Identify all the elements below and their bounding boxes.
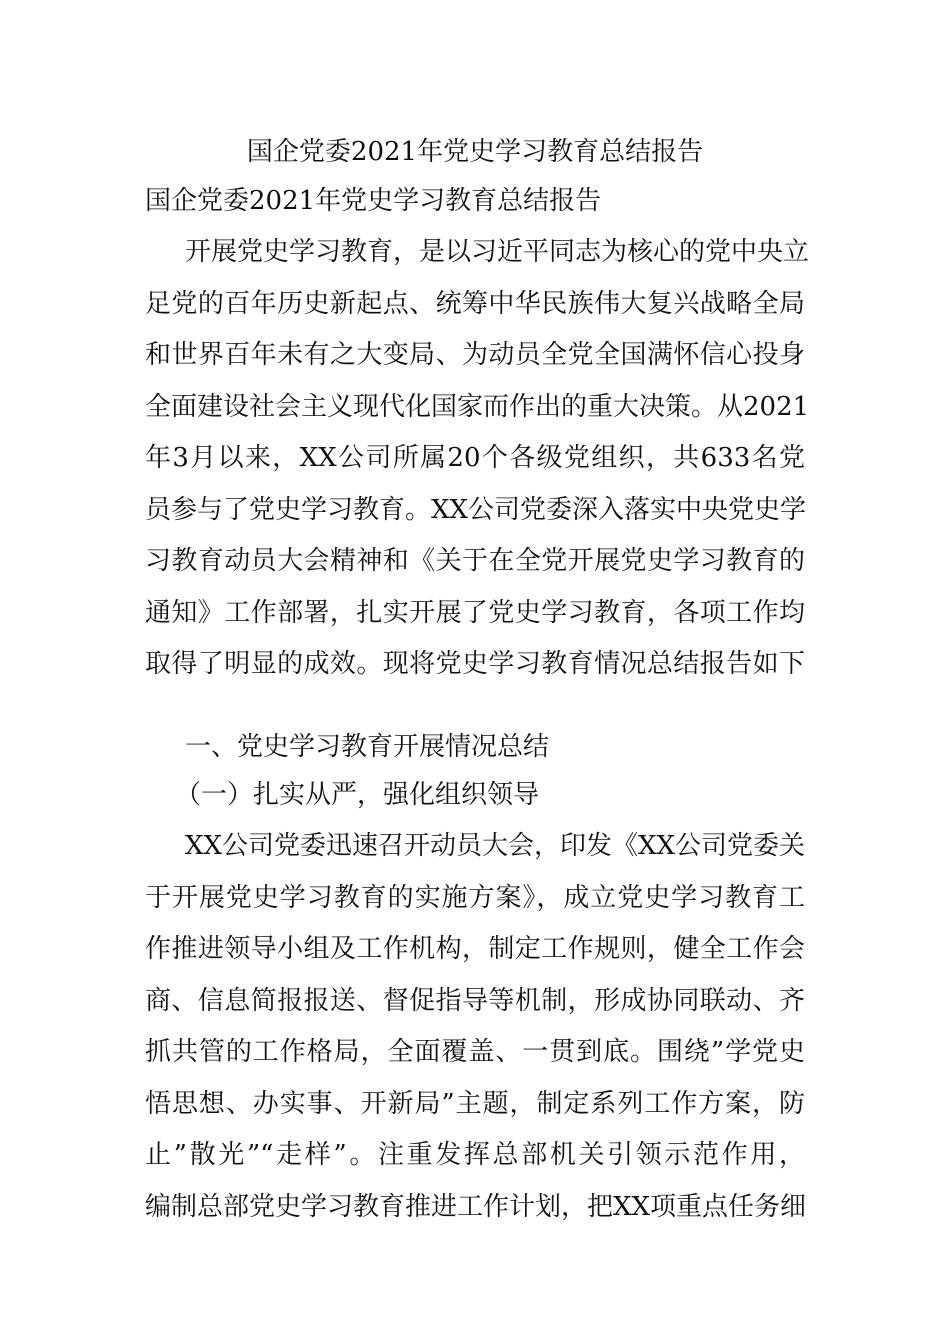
paragraph-line: 止”散光”“走样”。注重发挥总部机关引领示范作用， xyxy=(145,1140,805,1170)
section-paragraph xyxy=(145,821,805,1233)
paragraph-line: 抓共管的工作格局，全面覆盖、一贯到底。围绕”学党史 xyxy=(145,1037,805,1067)
paragraph-line: 全面建设社会主义现代化国家而作出的重大决策。从2021 xyxy=(145,391,810,422)
paragraph-line: 作推进领导小组及工作机构，制定工作规则，健全工作会 xyxy=(145,934,805,964)
intro-paragraph xyxy=(145,227,810,691)
paragraph-line: XX公司党委迅速召开动员大会，印发《XX公司党委关 xyxy=(185,831,806,861)
document-subtitle: 国企党委2021年党史学习教育总结报告 xyxy=(145,186,602,216)
document-title: 国企党委2021年党史学习教育总结报告 xyxy=(246,137,704,167)
paragraph-line: 通知》工作部署，扎实开展了党史学习教育，各项工作均 xyxy=(145,597,805,628)
paragraph-line: 员参与了党史学习教育。XX公司党委深入落实中央党史学 xyxy=(145,494,807,525)
section-heading: 一、党史学习教育开展情况总结 xyxy=(185,732,550,762)
paragraph-line: 年3月以来，XX公司所属20个各级党组织，共633名党 xyxy=(145,443,805,473)
paragraph-line: 和世界百年未有之大变局、为动员全党全国满怀信心投身 xyxy=(145,340,805,370)
subsection-heading: （一）扎实从严，强化组织领导 xyxy=(175,780,540,810)
paragraph-line: 商、信息简报报送、督促指导等机制，形成协同联动、齐 xyxy=(145,985,805,1016)
paragraph-line: 足党的百年历史新起点、统筹中华民族伟大复兴战略全局 xyxy=(145,288,805,319)
paragraph-line: 编制总部党史学习教育推进工作计划，把XX项重点任务细 xyxy=(145,1191,807,1222)
paragraph-line: 取得了明显的成效。现将党史学习教育情况总结报告如下 xyxy=(145,649,805,679)
paragraph-line: 于开展党史学习教育的实施方案》，成立党史学习教育工 xyxy=(145,882,805,913)
paragraph-line: 悟思想、办实事、开新局”主题，制定系列工作方案，防 xyxy=(145,1088,805,1119)
paragraph-line: 开展党史学习教育，是以习近平同志为核心的党中央立 xyxy=(185,237,810,267)
paragraph-line: 习教育动员大会精神和《关于在全党开展党史学习教育的 xyxy=(145,546,805,576)
